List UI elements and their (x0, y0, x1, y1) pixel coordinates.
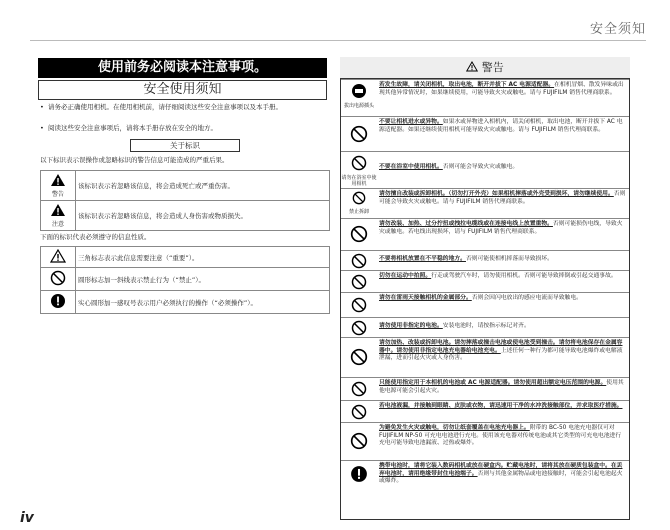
prohibited-icon (341, 378, 377, 401)
safety-title: 安全使用须知 (38, 80, 327, 100)
warning-icon: 警告 (41, 171, 76, 201)
prohibited-icon (341, 401, 377, 424)
header-rule (30, 40, 646, 41)
warning-item: 拔出电源插头 若发生故障，请关闭相机，取出电池，断开并拔下 AC 电源适配器。在相机冒烟、散发异味或出现其他异常情况时，如果继续使用，可能导致火灾或触电。请与 FUJIFILM 销售代理商联系。 (341, 79, 629, 116)
warning-item: 请勿在雷雨天接触相机的金属部分。否则会因闪电放出的感应电流而导致触电。 (341, 292, 629, 317)
labels-title: 关于标识 (130, 139, 240, 152)
warning-item: 请勿使用非指定的电池。安装电池时，请按指示标记对齐。 (341, 317, 629, 337)
warning-item: 请勿加热、改装或拆卸电池。请勿摔落或撞击电池或使电池受到撞击。请勿将电池保存在金属容器中。请勿使用非指定电池充电器给电池充电。上述任何一种行为都可能导致电池爆炸或电解液泄漏，进而引起火灾或人身伤害。 (341, 337, 629, 377)
warning-item: 不要让相机进水或异物。如果水或异物进入相机内，请关闭相机，取出电池，断开并拔下 AC 电源适配器。如果还继续使用相机可能导致火灾或触电。请与 FUJIFILM 销售代理商联系。 (341, 116, 629, 151)
prohibited-icon (341, 271, 377, 294)
prohibited-icon (341, 219, 377, 247)
labels-intro: 以下标识表示误操作或忽略标识的警告信息可能造成的严重后果。 (40, 156, 229, 164)
symbol-row: 实心圆形加一感叹号表示用户必须执行的操作（“必须操作”）。 (41, 291, 330, 314)
banner: 使用前务必阅读本注意事项。 (38, 58, 327, 78)
no-disassemble-icon: 禁止拆卸 (341, 189, 377, 215)
unplug-icon: 拔出电源插头 (341, 80, 377, 109)
label-row: 警告 该标识表示若忽略该信息，将会造成死亡或严重伤害。 (41, 171, 330, 201)
warning-item: 请勿改装、加热、过分拧扭或拽拉电缆线或在连接电线上放置重物。否则可能损伤电线，导致火灾或触电。若电线出现损坏，请与 FUJIFILM 销售代理商联系。 (341, 218, 629, 250)
symbols-table (40, 246, 330, 314)
warning-item: 请勿在浴室中使用相机 不要在浴室中使用相机。否则可能会导致火灾或触电。 (341, 151, 629, 188)
symbol-row: 三角标志表示此信息需要注意（“重要”）。 (41, 247, 330, 268)
warning-item: 若电池液漏，并接触到眼睛、皮肤或衣物，请迅速用干净的水冲洗接触部位，并求取医疗措施。 (341, 400, 629, 422)
prohibited-icon (341, 338, 377, 370)
warning-item: 为避免发生火灾或触电，切勿让纸套覆盖在电池充电器上。附带的 BC-50 电池充电器仅可对 FUJIFILM NP-50 可充电电池进行充电。使用该充电器对传统电池或其它类型的可充电电池进行充电可能导致电池漏液、过热或爆炸。 (341, 422, 629, 460)
page-header: 安全须知 (589, 22, 646, 37)
mandatory-icon (41, 291, 76, 314)
prohibited-icon (341, 423, 377, 454)
bullet-item: • 阅读这些安全注意事项后，请将本手册存放在安全的地方。 (40, 124, 217, 132)
bullet-item: • 请务必正确使用相机。在使用相机前，请仔细阅读这些安全注意事项以及本手册。 (40, 103, 282, 111)
warning-item: 携带电池时，请将它装入数码相机或放在硬盒内。贮藏电池时，请将其放在硬质包装盒中。在丢弃电池时，请用绝缘带封住电池端子。否则与其他金属物品或电池接触时，可能会引起电池起火或爆炸。 (341, 460, 629, 519)
no-bath-icon: 请勿在浴室中使用相机 (341, 152, 377, 187)
symbols-intro: 下面的标识代表必须遵守的信息性质。 (40, 233, 151, 241)
prohibited-icon (341, 293, 377, 317)
mandatory-icon (341, 461, 377, 487)
warning-item: 切勿在运动中拍照。行走或驾驶汽车时，请勿使用相机。否则可能导致摔倒或引起交通事故。 (341, 270, 629, 292)
labels-table (40, 170, 330, 231)
prohibited-icon (341, 117, 377, 147)
caution-icon: 注意 (41, 201, 76, 231)
page-number: iv (20, 510, 34, 526)
symbol-row: 圆形标志加一斜线表示禁止行为（“禁止”）。 (41, 268, 330, 291)
triangle-icon (41, 247, 76, 268)
prohibited-icon (41, 268, 76, 291)
warning-item: 禁止拆卸 请勿擅自改装或拆卸相机。（切勿打开外壳）如果相机摔落或外壳受到损坏，请勿继续使用。否则可能会导致火灾或触电。请与 FUJIFILM 销售代理商联系。 (341, 188, 629, 218)
warning-item: 只能使用指定用于本相机的电池或 AC 电源适配器。请勿使用超出额定电压范围的电源。使用其他电源可能会引起火灾。 (341, 377, 629, 400)
warning-item: 不要将相机放置在不平稳的地方。否则可能使相机摔落而导致损坏。 (341, 250, 629, 270)
label-row: 注意 该标识表示若忽略该信息，将会造成人身伤害或物质损失。 (41, 201, 330, 231)
warning-title: 警告 (340, 57, 630, 79)
